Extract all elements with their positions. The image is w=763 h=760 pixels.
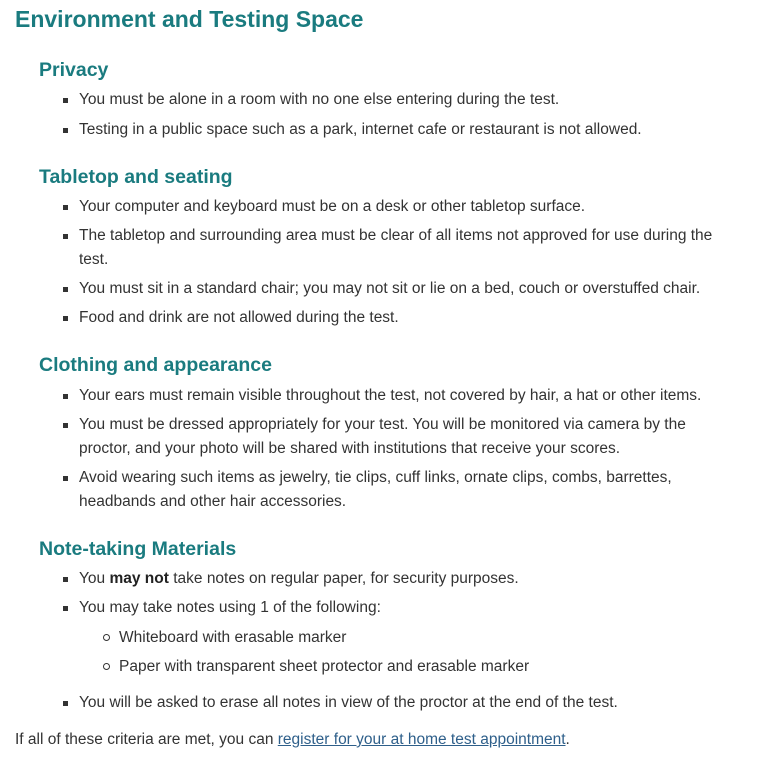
- page-title: Environment and Testing Space: [15, 6, 364, 32]
- list-item: You must be alone in a room with no one else entering during the test.: [79, 88, 739, 112]
- list-item: You may take notes using 1 of the following:: [79, 596, 739, 620]
- list-item: You must be dressed appropriately for your test. You will be monitored via camera by the proctor, and your photo will be shared with institutions that receive your scores.: [79, 413, 739, 461]
- list-item-text: You: [79, 570, 110, 587]
- footer-text: [15, 728, 570, 752]
- register-appointment-link[interactable]: register for your at home test appointment: [277, 731, 566, 748]
- section-heading-privacy: Privacy: [39, 59, 109, 81]
- list-item-text: take notes on regular paper, for security purposes.: [168, 570, 519, 587]
- list-item: [79, 567, 739, 591]
- list-item: You will be asked to erase all notes in view of the proctor at the end of the test.: [79, 691, 739, 715]
- section-heading-tabletop: Tabletop and seating: [39, 166, 233, 188]
- section-heading-note-taking: Note-taking Materials: [39, 538, 237, 560]
- footer-text-before: If all of these criteria are met, you can: [15, 731, 278, 748]
- section-heading-clothing: Clothing and appearance: [39, 354, 272, 376]
- list-item: You must sit in a standard chair; you may not sit or lie on a bed, couch or overstuffed chair.: [79, 277, 739, 301]
- list-item: The tabletop and surrounding area must be clear of all items not approved for use during the test.: [79, 224, 739, 272]
- sub-list-item: Whiteboard with erasable marker: [119, 626, 739, 650]
- list-item: Your ears must remain visible throughout the test, not covered by hair, a hat or other items.: [79, 384, 739, 408]
- list-item: Food and drink are not allowed during the test.: [79, 306, 739, 330]
- list-item: Testing in a public space such as a park, internet cafe or restaurant is not allowed.: [79, 118, 739, 142]
- emphasis-text: may not: [109, 570, 169, 587]
- list-item: Your computer and keyboard must be on a desk or other tabletop surface.: [79, 195, 739, 219]
- list-item: Avoid wearing such items as jewelry, tie clips, cuff links, ornate clips, combs, barrettes, headbands and other hair accessories.: [79, 466, 739, 514]
- footer-text-after: .: [565, 731, 570, 748]
- sub-list-item: Paper with transparent sheet protector and erasable marker: [119, 655, 739, 679]
